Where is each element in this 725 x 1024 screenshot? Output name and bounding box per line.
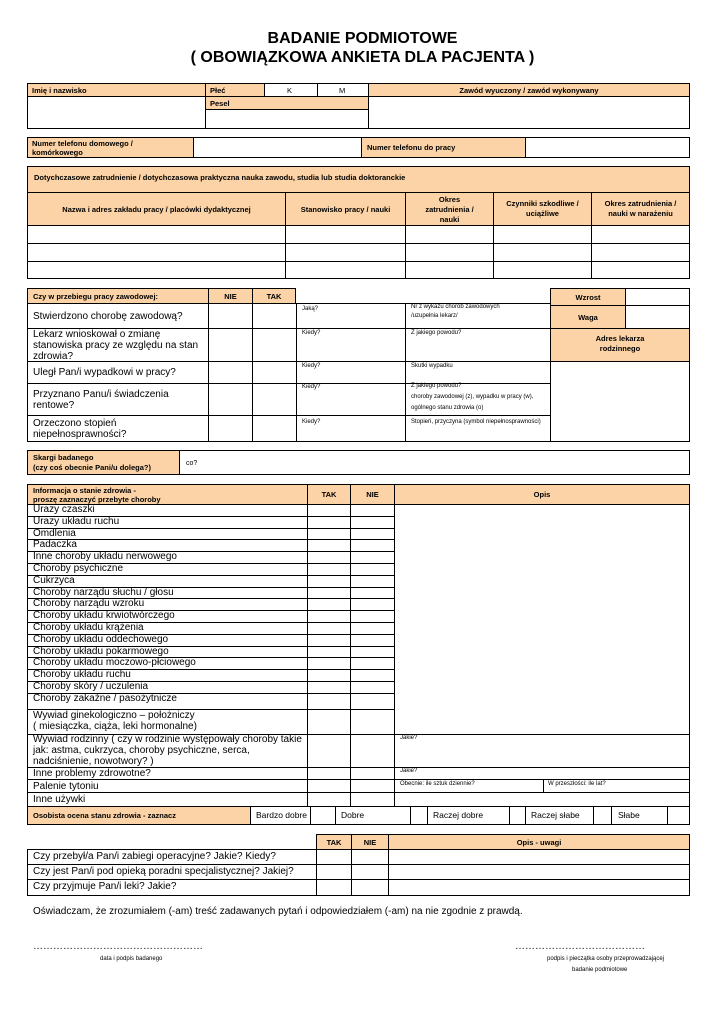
note-kiedy-2: Kiedy? bbox=[302, 363, 321, 369]
q-work-accident: Uległ Pan/i wypadkowi w pracy? bbox=[33, 367, 176, 378]
q7-opis-head: Opis - uwagi bbox=[388, 834, 690, 850]
weight-field[interactable] bbox=[625, 305, 690, 329]
height-label: Wzrost bbox=[550, 288, 626, 306]
gyn-history-1: Wywiad ginekologiczno – położniczy bbox=[33, 710, 195, 721]
work-phone-field[interactable] bbox=[525, 137, 690, 158]
complaints-field[interactable]: co? bbox=[179, 450, 690, 475]
disease-item: Omdlenia bbox=[33, 527, 76, 539]
name-field[interactable] bbox=[27, 96, 206, 129]
self-assessment-label: Osobista ocena stanu zdrowia - zaznacz bbox=[27, 806, 251, 825]
q-disability-1: Orzeczono stopień bbox=[33, 418, 117, 429]
note-powod: Z jakiego powodu? bbox=[411, 330, 462, 336]
family-history-1: Wywiad rodzinny ( czy w rodzinie występowały choroby takie bbox=[33, 734, 302, 745]
disease-item: Padaczka bbox=[33, 539, 77, 551]
disease-item: Urazy układu ruchu bbox=[33, 515, 120, 527]
note-p3: ogólnego stanu zdrowia (o) bbox=[411, 405, 484, 411]
note-ile-sztuk: Obecnie: ile sztuk dziennie? bbox=[400, 781, 475, 787]
disease-item: Choroby układu krążenia bbox=[33, 622, 144, 633]
note-p1: Z jakiego powodu? bbox=[411, 383, 462, 389]
option-dobre[interactable]: Dobre bbox=[341, 810, 365, 820]
pesel-field[interactable] bbox=[205, 109, 369, 129]
other-stimulants: Inne używki bbox=[33, 794, 86, 805]
q-medications: Czy przyjmuje Pan/i leki? Jakie? bbox=[33, 881, 177, 892]
weight-label: Waga bbox=[550, 305, 626, 329]
signature-label-left: data i podpis badanego bbox=[100, 956, 163, 962]
employment-col-position: Stanowisko pracy / nauki bbox=[285, 192, 406, 226]
disease-item: Inne choroby układu nerwowego bbox=[33, 551, 177, 563]
sex-k-option[interactable]: K bbox=[264, 83, 318, 97]
signature-line-left: …………………………………………… bbox=[33, 941, 203, 952]
note-kiedy-3: Kiedy? bbox=[302, 384, 321, 390]
doctor-address-label: Adres lekarza rodzinnego bbox=[550, 328, 690, 362]
signature-label-right-2: badanie podmiotowe bbox=[572, 967, 628, 973]
employment-title-cell: Dotychczasowe zatrudnienie / dotychczasowa praktyczna nauka zawodu, studia lub studia doktoranckie bbox=[27, 166, 690, 193]
family-history-2: jak: astma, cukrzyca, choroby psychiczne, serca, bbox=[33, 745, 250, 756]
family-history-3: nadciśnienie, nowotwory? ) bbox=[33, 756, 154, 767]
employment-col-period: Okres zatrudnienia / nauki bbox=[405, 192, 494, 226]
option-raczej-slabe[interactable]: Raczej słabe bbox=[531, 810, 580, 820]
disease-item: Choroby zakaźne / pasożytnicze bbox=[33, 692, 177, 704]
home-phone-field[interactable] bbox=[193, 137, 362, 158]
q-position-change-1: Lekarz wnioskował o zmianę bbox=[33, 329, 161, 340]
work-phone-label-cell: Numer telefonu do pracy bbox=[361, 137, 526, 158]
disease-item: Choroby psychiczne bbox=[33, 563, 124, 574]
q7-tak-head: TAK bbox=[316, 834, 352, 850]
health-nie-head: NIE bbox=[350, 484, 395, 505]
note-jakie-1: Jakie? bbox=[400, 735, 418, 741]
note-ile-lat: W przeszłości: ile lat? bbox=[548, 781, 606, 787]
option-bardzo-dobre[interactable]: Bardzo dobre bbox=[256, 810, 308, 820]
health-opis-head: Opis bbox=[394, 484, 690, 505]
work-history-nie-head: NIE bbox=[208, 288, 253, 304]
pesel-label-cell: Pesel bbox=[205, 96, 369, 110]
note-nr-2: /uzupełnia lekarz/ bbox=[411, 313, 458, 319]
option-raczej-dobre[interactable]: Raczej dobre bbox=[433, 810, 484, 820]
note-kiedy-1: Kiedy? bbox=[302, 330, 321, 336]
disease-item: Choroby narządu wzroku bbox=[33, 598, 145, 610]
home-phone-label-cell: Numer telefonu domowego / komórkowego bbox=[27, 137, 194, 158]
employment-col-factors: Czynniki szkodliwe / uciążliwe bbox=[493, 192, 592, 226]
disease-item: Choroby układu krwiotwórczego bbox=[33, 610, 175, 622]
height-field[interactable] bbox=[625, 288, 690, 306]
disease-item: Choroby układu oddechowego bbox=[33, 633, 169, 645]
q-surgery: Czy przebył/a Pan/i zabiegi operacyjne? Jakie? Kiedy? bbox=[33, 851, 276, 862]
disease-item: Choroby układu pokarmowego bbox=[33, 645, 169, 657]
q7-nie-head: NIE bbox=[351, 834, 389, 850]
q-disability-2: niepełnosprawności? bbox=[33, 429, 127, 440]
job-label-cell: Zawód wyuczony / zawód wykonywany bbox=[368, 83, 690, 97]
gyn-history-2: ( miesiączka, ciąża, leki hormonalne) bbox=[33, 721, 197, 732]
disease-item: Choroby narządu słuchu / głosu bbox=[33, 586, 174, 598]
q-pension-1: Przyznano Panu/i świadczenia bbox=[33, 389, 169, 400]
signature-line-right: ………………………………… bbox=[515, 941, 645, 952]
work-history-head: Czy w przebiegu pracy zawodowej: bbox=[27, 288, 209, 304]
note-nr-1: Nr z wykazu chorób zawodowych bbox=[411, 304, 500, 310]
health-tak-head: TAK bbox=[307, 484, 351, 505]
declaration: Oświadczam, że zrozumiałem (-am) treść zadawanych pytań i odpowiedziałem (-am) na nie zgodnie z prawdą. bbox=[33, 906, 523, 917]
q-pension-2: rentowe? bbox=[33, 400, 75, 411]
disease-item: Urazy czaszki bbox=[33, 504, 95, 515]
disease-item: Choroby układu moczowo-płciowego bbox=[33, 657, 196, 669]
note-stopien: Stopień, przyczyna (symbol niepełnosprawności) bbox=[411, 419, 541, 425]
q-occupational-disease: Stwierdzono chorobę zawodową? bbox=[33, 311, 183, 322]
doctor-address-field[interactable] bbox=[550, 361, 690, 442]
job-field[interactable] bbox=[368, 96, 690, 129]
note-p2: choroby zawodowej (z), wypadku w pracy (w), bbox=[411, 394, 534, 400]
smoking: Palenie tytoniu bbox=[33, 781, 99, 792]
disease-item: Choroby skóry / uczulenia bbox=[33, 681, 149, 692]
note-jaka: Jaką? bbox=[302, 306, 319, 312]
note-skutki: Skutki wypadku bbox=[411, 363, 453, 369]
q-position-change-3: zdrowia? bbox=[33, 351, 74, 362]
name-label-cell: Imię i nazwisko bbox=[27, 83, 206, 97]
page-subtitle: ( OBOWIĄZKOWA ANKIETA DLA PACJENTA ) bbox=[190, 49, 535, 66]
employment-col-exposure: Okres zatrudnienia / nauki w narażeniu bbox=[591, 192, 690, 226]
note-jakie-2: Jakie? bbox=[400, 768, 418, 774]
q-specialist-clinic: Czy jest Pan/i pod opieką poradni specjalistycznej? Jakiej? bbox=[33, 866, 294, 877]
work-history-tak-head: TAK bbox=[252, 288, 296, 304]
signature-label-right-1: podpis i pieczątka osoby przeprowadzającej bbox=[547, 956, 665, 962]
employment-col-name: Nazwa i adres zakładu pracy / placówki dydaktycznej bbox=[27, 192, 286, 226]
page-title: BADANIE PODMIOTOWE bbox=[267, 30, 458, 47]
option-slabe[interactable]: Słabe bbox=[618, 810, 640, 820]
complaints-label: Skargi badanego (czy coś obecnie Pani/u dolega?) bbox=[27, 450, 180, 475]
sex-label-cell: Płeć bbox=[205, 83, 265, 97]
sex-m-option[interactable]: M bbox=[317, 83, 369, 97]
note-kiedy-4: Kiedy? bbox=[302, 419, 321, 425]
health-head: Informacja o stanie zdrowia - proszę zaznaczyć przebyte choroby bbox=[27, 484, 308, 505]
disease-item: Choroby układu ruchu bbox=[33, 669, 131, 681]
other-problems: Inne problemy zdrowotne? bbox=[33, 768, 151, 779]
q-position-change-2: stanowiska pracy ze względu na stan bbox=[33, 340, 199, 351]
disease-item: Cukrzyca bbox=[33, 574, 75, 586]
